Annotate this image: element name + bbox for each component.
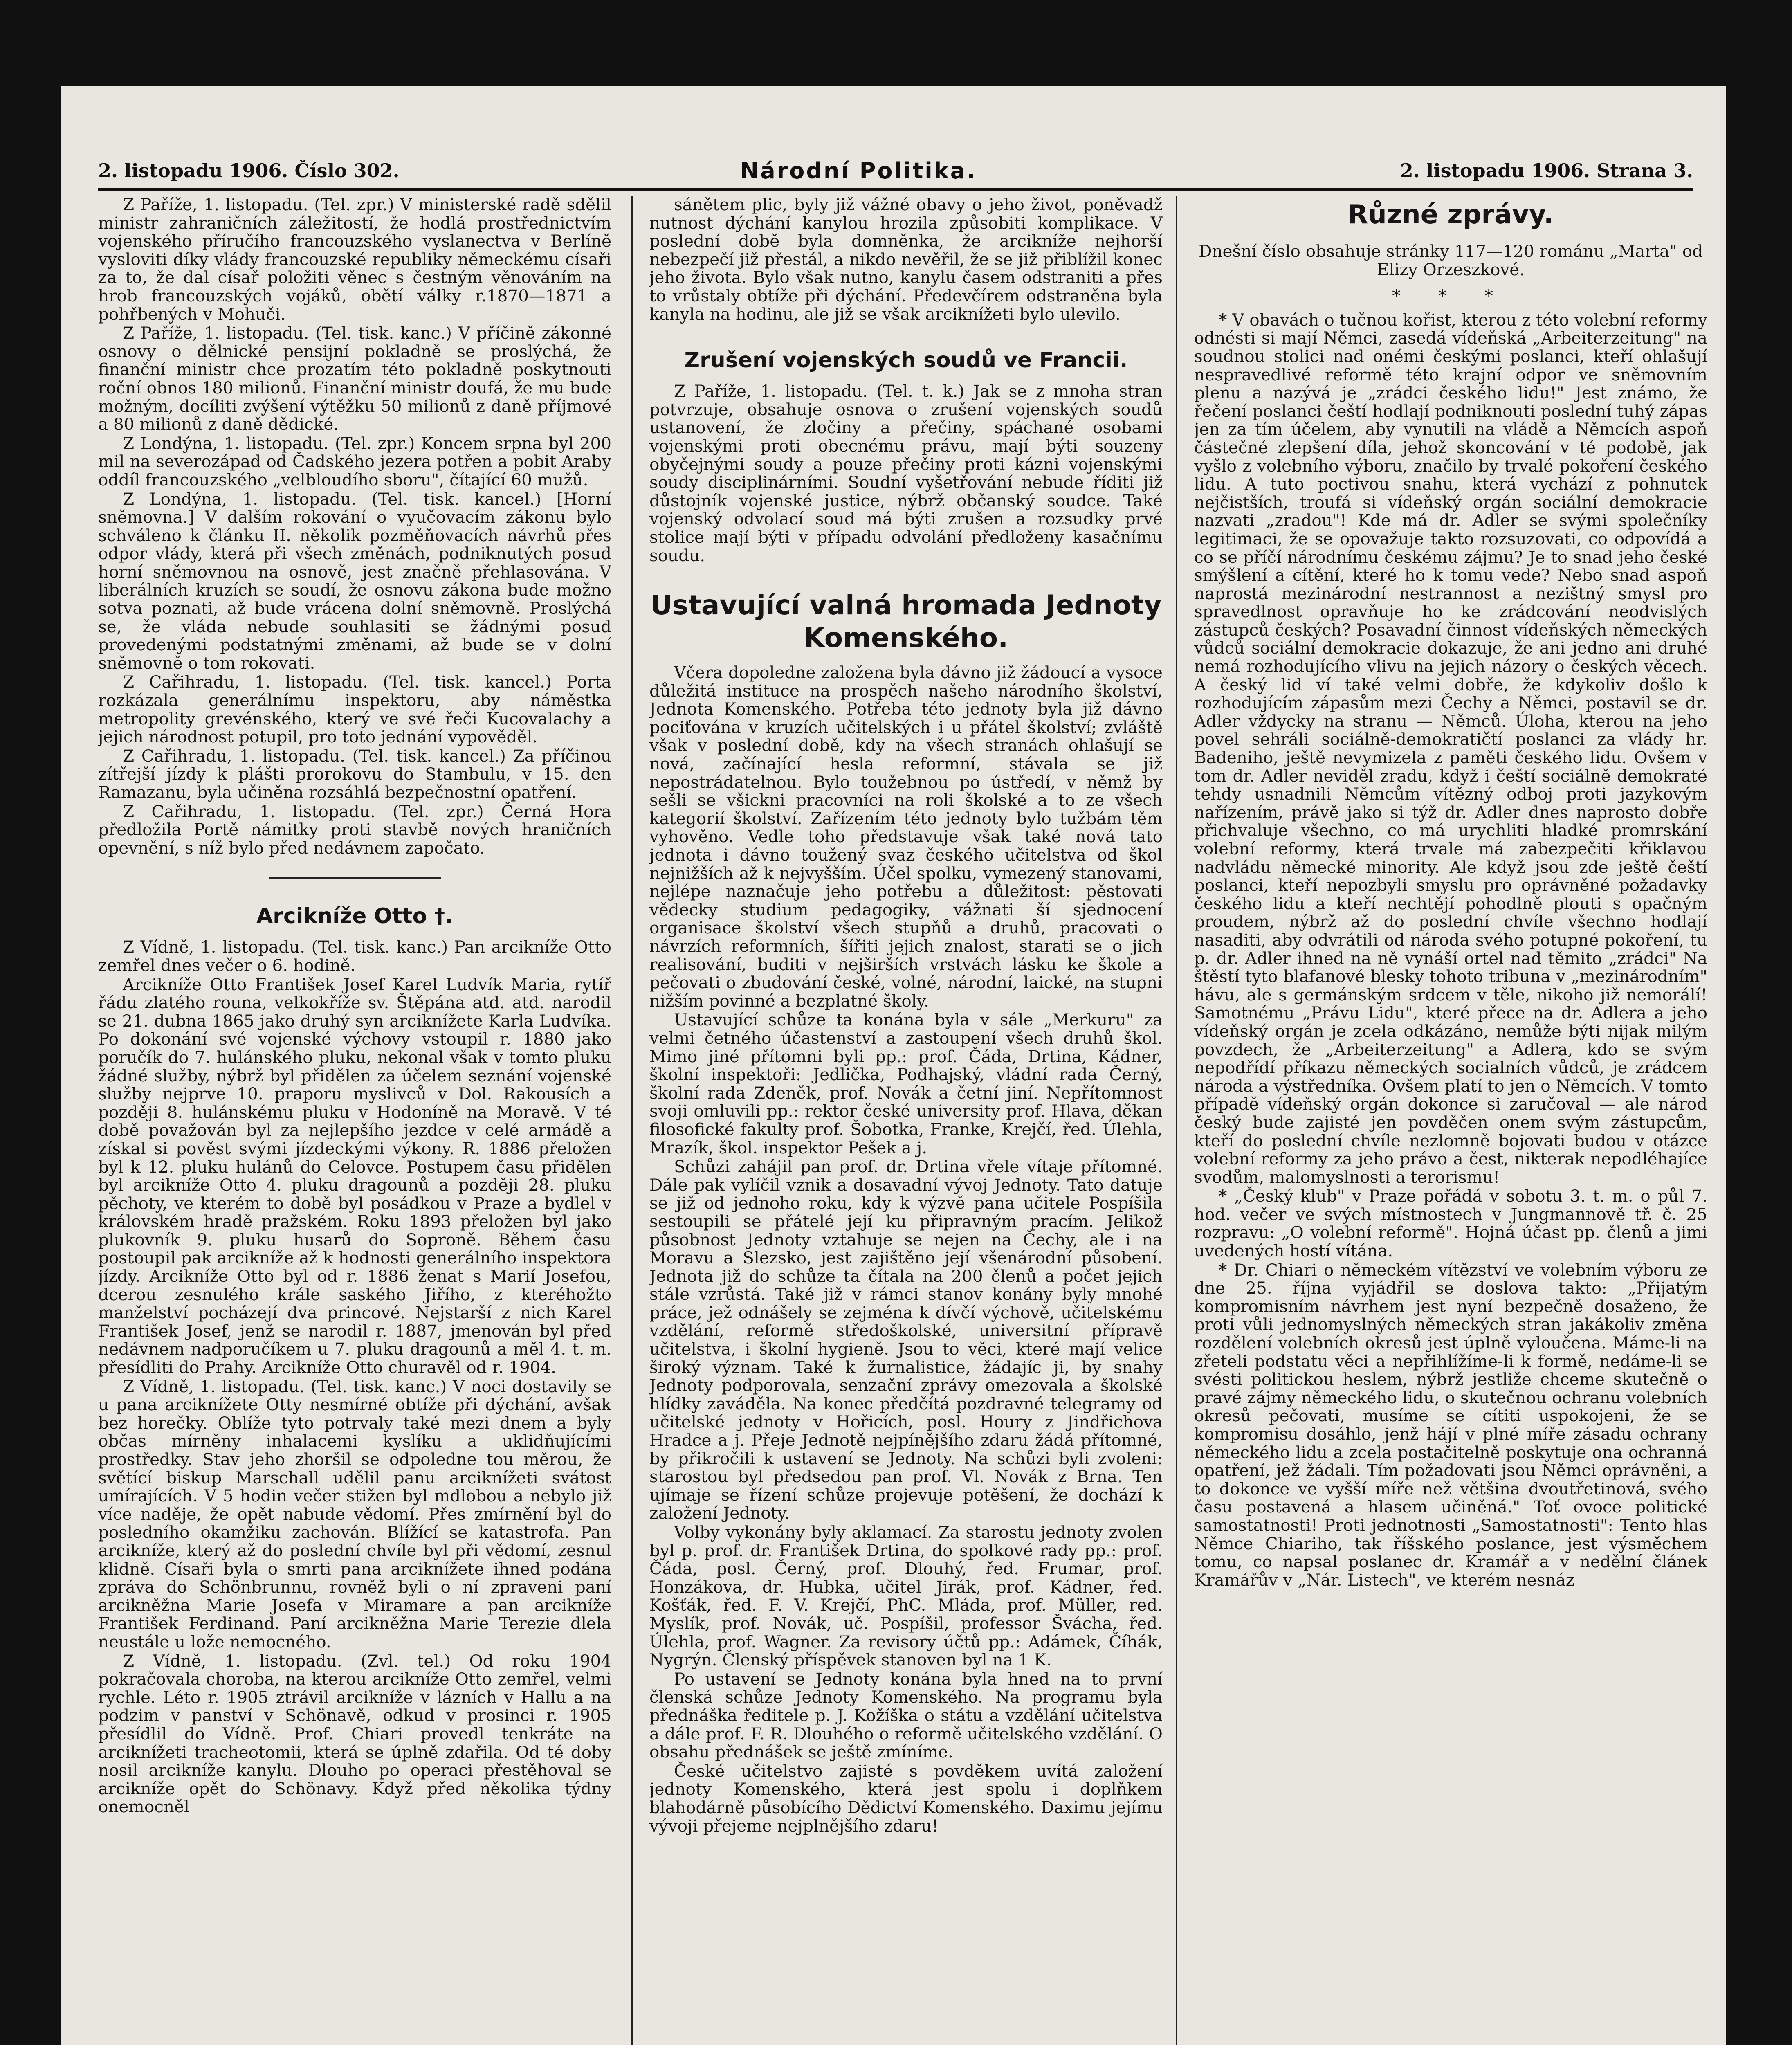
masthead: [98, 155, 1693, 188]
masthead-title: Národní Politika.: [740, 158, 977, 184]
column-3: [1194, 196, 1707, 2045]
article-paragraph: Z Cařihradu, 1. listopadu. (Tel. zpr.) Černá Hora předložila Portě námitky proti stavbě nových hraničních opevnění, s níž bylo před nedávnem započato.: [98, 801, 611, 858]
article-paragraph: Z Londýna, 1. listopadu. (Tel. zpr.) Koncem srpna byl 200 mil na severozápad od Čadského jezera potřen a pobit Araby oddíl francouzského „velbloudího sboru", čítající 60 mužů.: [98, 433, 611, 490]
article-paragraph: Z Paříže, 1. listopadu. (Tel. zpr.) V ministerské radě sdělil ministr zahraničních záležitostí, že hodlá prostřednictvím vojenského příručího francouzského vyslanectva v Berlíně vysloviti díky vlády francouzské republiky německému císaři za to, že dal císař položiti věnec s čestným věnováním na hrob francouzských vojáků, obětí války r.1870—1871 a pohřbených v Mohuči.: [98, 196, 611, 324]
article-heading: Ustavující valná hromada Jednoty Komenského.: [650, 589, 1162, 654]
article-paragraph: Z Cařihradu, 1. listopadu. (Tel. tisk. kancel.) Za příčinou zítřejší jízdy k plášti prorokovu do Stambulu, v 15. den Ramazanu, byla učiněna rozsáhlá bezpečnostní opatření.: [98, 746, 611, 802]
article-paragraph: Z Vídně, 1. listopadu. (Tel. tisk. kanc.) V noci dostavily se u pana arciknížete Otty nesmírné obtíže při dýchání, avšak bez horečky. Oblíže tyto potrvaly také mezi dnem a byly občas mírněny inhalacemi kyslíku a uklidňujícími prostředky. Stav jeho zhoršil se odpoledne tou měrou, že světící biskup Marschall udělil panu arciknížeti svátost umírajících. V 5 hodin večer stižen byl mdlobou a nebylo již více naděje, že opět nabude vědomí. Přes zmírnění byl do posledního okamžiku zachován. Blížící se katastrofa. Pan arcikníže, který až do poslední chvíle byl při vědomí, zesnul klidně. Císaři byla o smrti pana arciknížete ihned podána zpráva do Schönbrunnu, rovněž byli o ní zpraveni paní arcikněžna Marie Josefa v Miramare a pan arcikníže František Ferdinand. Paní arcikněžna Marie Terezie dlela neustále u lože nemocného.: [98, 1376, 611, 1652]
article-paragraph: Volby vykonány byly aklamací. Za starostu jednoty zvolen byl p. prof. dr. František Drtina, do spolkové rady pp.: prof. Čáda, posl. Černý, prof. Dlouhý, řed. Frumar, prof. Honzákova, dr. Hubka, učitel Jirák, prof. Kádner, řed. Košťák, řed. F. V. Krejčí, PhC. Mláda, prof. Müller, red. Myslík, prof. Novák, uč. Pospíšil, professor Švácha, řed. Úlehla, prof. Wagner. Za revisory účtů pp.: Adámek, Číhák, Nygrýn. Členský příspěvek stanoven byl na 1 K.: [649, 1522, 1163, 1670]
serial-note: Dnešní číslo obsahuje stránky 117—120 románu „Marta" od Elizy Orzeszkové.: [1198, 241, 1703, 279]
article-heading: Arcikníže Otto †.: [256, 904, 454, 929]
section-stars: * * *: [1392, 286, 1509, 306]
article-paragraph: Z Londýna, 1. listopadu. (Tel. tisk. kancel.) [Horní sněmovna.] V dalším rokování o vyučovacím zákonu bylo schváleno k článku II. několik pozměňovacích návrhů přes odpor vlády, která při všech změnách, podniknutých posud horní sněmovnou na osnově, jest značně přehlasována. V liberálních kruzích se soudí, že osnovu zákona bude možno sotva poznati, až bude vrácena dolní sněmovně. Proslýchá se, že vláda nebude souhlasiti se žádnými posud provedenými podstatnými změnami, až bude se v dolní sněmovně o tom rokovati.: [98, 489, 611, 673]
masthead-rule: [98, 188, 1693, 191]
section-separator: [269, 877, 441, 879]
article-paragraph: * Dr. Chiari o německém vítězství ve volebním výboru ze dne 25. října vyjádřil se doslova takto: „Přijatým kompromisním návrhem jest nyní bezpečně dosaženo, že proti vůli jednomyslných německých stran jakákoliv změna rozdělení volebních okresů jest úplně vyloučena. Máme-li na zřeteli podstatu věci a nepřihlížíme-li k formě, nedáme-li se svésti politickou heslem, nýbrž jestliže chceme skutečně o pravé zájmy německého lidu, o skutečnou ochranu volebních okresů pečovati, musíme se cítiti uspokojeni, že se kompromisu dosáhlo, jenž hájí v plné míře zásadu ochrany německého lidu a zcela postačitelně poskytuje ona ochranná opatření, jež žádali. Tím požadovati jsou Němci oprávněni, a to dokonce ve vyšší míře než většina dvoutřetinová, svého času postavená a hlasem učiněná." Toť ovoce politické samostatnosti! Proti jednotnosti „Samostatnosti": Tento hlas Němce Chiariho, tak říšského poslance, jest výsměchem tomu, co napsal poslanec dr. Kramář a v nedělní článek Kramářův v „Nár. Listech", ve kterém nesnáz: [1194, 1260, 1707, 1590]
article-paragraph: Arcikníže Otto František Josef Karel Ludvík Maria, rytíř řádu zlatého rouna, velkokříže sv. Štěpána atd. atd. narodil se 21. dubna 1865 jako druhý syn arciknížete Karla Ludvíka. Po dokonání své vojenské výchovy vstoupil r. 1880 jako poručík do 7. hulánského pluku, nekonal však v tomto pluku žádné služby, nýbrž byl přidělen za účelem seznání vojenské služby nejprve 10. praporu myslivců v Dol. Rakousích a později 8. hulánskému pluku v Hodoníně na Moravě. V té době považován byl za nejlepšího jezdce v celé armádě a získal si pověst svými jízdeckými výkony. R. 1886 přeložen byl k 12. pluku hulánů do Celovce. Postupem času přidělen byl arcikníže Otto 4. pluku dragounů a později 28. pluku pěchoty, ve kterém to době byl posádkou v Praze a bydlel v královském hradě pražském. Roku 1893 přeložen byl jako plukovník 9. pluku husarů do Soproně. Během času postoupil pak arcikníže až k hodnosti generálního inspektora jízdy. Arcikníže Otto byl od r. 1886 ženat s Marií Josefou, dcerou zesnulého krále saského Jiřího, z kteréhožto manželství pocházejí dva princové. Nejstarší z nich Karel František Josef, jenž se narodil r. 1887, jmenován byl před nedávnem nadporučíkem u 7. pluku dragounů a měl 4. t. m. přesídliti do Prahy. Arcikníže Otto churavěl od r. 1904.: [98, 974, 611, 1378]
article-paragraph: Z Vídně, 1. listopadu. (Tel. tisk. kanc.) Pan arcikníže Otto zemřel dnes večer o 6. hodině.: [98, 937, 611, 975]
article-paragraph: České učitelstvo zajisté s povděkem uvítá založení jednoty Komenského, která jest spolu i doplňkem blahodárně působícího Dědictví Komenského. Daximu jejímu vývoji přejeme nejplnějšího zdaru!: [649, 1761, 1163, 1836]
article-paragraph: Po ustavení se Jednoty konána byla hned na to první členská schůze Jednoty Komenského. Na programu byla přednáška ředitele p. J. Kožíška o státu a vzdělání učitelstva a dále prof. F. R. Dlouhého o reformě učitelského vzdělání. O obsahu přednášek se ještě zmíníme.: [649, 1669, 1163, 1762]
section-heading: Různé zprávy.: [1347, 200, 1554, 230]
column-divider: [1176, 196, 1177, 2045]
article-heading: Zrušení vojenských soudů ve Francii.: [684, 348, 1128, 373]
masthead-date-right: 2. listopadu 1906. Strana 3.: [1400, 160, 1693, 182]
article-paragraph: Schůzi zahájil pan prof. dr. Drtina vřele vítaje přítomné. Dále pak vylíčil vznik a dosavadní vývoj Jednoty. Tato datuje se již od jednoho roku, kdy k výzvě pana učitele Pospíšila sestoupili se přátelé její ku připravným pracím. Jelikož působnost Jednoty vztahuje se nejen na Čechy, ale i na Moravu a Slezsko, jest zajištěno její všenárodní působení. Jednota již do schůze ta čítala na 200 členů a počet jejich stále vzrůstá. Také již v rámci stanov konány byly mnohé práce, jež odnášely se zejména k dívčí výchově, učitelskému vzdělání, reformě středoškolské, universitní přípravě učitelstva, i školní hygieně. Jsou to věci, které mají velice široký význam. Také k žurnalistice, žádajíc ji, by snahy Jednoty podporovala, senzační zprávy omezovala a školské hlídky zaváděla. Na konec předčítá pozdravné telegramy od učitelské jednoty v Hořicích, posl. Houry z Jindřichova Hradce a j. Přeje Jednotě nejpínějšího zdaru žádá přítomné, by přikročili k ustavení se Jednoty. Na schůzi byli zvoleni: starostou byl předsedou pan prof. Vl. Novák z Brna. Ten ujímaje se řízení schůze projevuje potěšení, že dochází k založení Jednoty.: [649, 1157, 1163, 1523]
article-paragraph: Z Vídně, 1. listopadu. (Zvl. tel.) Od roku 1904 pokračovala choroba, na kterou arcikníže Otto zemřel, velmi rychle. Léto r. 1905 ztrávil arcikníže v lázních v Hallu a na podzim v panství v Schönavě, odkud v prosinci r. 1905 přesídlil do Vídně. Prof. Chiari provedl tenkráte na arciknížeti tracheotomii, která se úplně zdařila. Od té doby nosil arcikníže kanylu. Dlouho po operaci přestěhoval se arcikníže opět do Schönavy. Když před několika týdny onemocněl: [98, 1651, 611, 1817]
article-paragraph: * V obavách o tučnou kořist, kterou z této volební reformy odnésti si mají Němci, zasedá vídeňská „Arbeiterzeitung" na soudnou stolici nad onémi českými poslanci, kteří ohlašují nespravedlivé reformě této krajní odpor ve sněmovním plenu a nazývá je „zrádci českého lidu!" Jest známo, že řečení poslanci čeští hodlají podniknouti poslední tuhý zápas jen za tím účelem, aby vynutili na vládě a Němcích aspoň částečné zlepšení díla, jehož skoncování v té podobě, jak vyšlo z volebního výboru, značilo by trvalé pokoření českého lidu. A tuto poctivou snahu, která vychází z pohnutek nejčistších, troufá si vídeňský orgán sociální demokracie nazvati „zradou"! Kde má dr. Adler se svými společníky legitimaci, že se opovažuje takto rozsuzovati, co odpovídá a co se příčí národnímu českému zájmu? Je to snad jeho české smýšlení a cítění, které ho k tomu vede? Nebo snad aspoň naprostá mezinárodní nestrannost a nezištný smysl pro spravedlnost opravňuje ho ke zrádcování neodvislých zástupců českých? Posavadní činnost vídeňských německých vůdců sociální demokracie dokazuje, že ani jedno ani druhé nemá rozhodujícího vlivu na jejich názory o českých věcech. A český lid ví také velmi dobře, že kdykoliv došlo k rozhodujícím zápasům mezi Čechy a Němci, postavil se dr. Adler vždycky na stranu — Němců. Úloha, kterou na jeho povel sehráli sociálně-demokratičtí poslanci za vlády hr. Badeniho, ještě nevymizela z paměti českého lidu. Ovšem v tom dr. Adler neviděl zradu, když i čeští sociálně demokraté tehdy usnadnili Němcům vítězný odboj proti jazykovým nařízením, právě jako si týž dr. Adler dnes naprosto dobře přichvaluje všechno, co má urychliti hladké promrskání volební reformy, která trvale má zabezpečiti křiklavou nadvládu německé minority. Ale když jsou zde ještě čeští poslanci, kteří nepozbyli smyslu pro oprávněné požadavky českého lidu a kteří nechtějí pohodlně plouti s opačným proudem, nýbrž až do poslední chvíle všechno hodlají nasaditi, aby odvrátili od národa svého potupné pokoření, tu p. dr. Adler ihned na ně vynáší ortel nad těmito „zrádci" Na štěstí tyto blafanové blesky tohoto tribuna v „mezinárodním" hávu, ale s germánským srdcem v těle, nikoho již nemorálí! Samotnému „Právu Lidu", které přece na dr. Adlera a jeho vídeňský orgán je zcela odkázáno, nemůže býti nijak milým povzdech, že „Arbeiterzeitung" a Adlera, kdo se svým nepodřídí příkazu německých socialních vůdců, je zrádcem národa a výstředníka. Ovšem platí to jen o Němcích. V tomto případě vídeňský orgán dokonce si zaručoval — ale národ český bude zajisté jen povděčen onem svým zástupcům, kteří do poslední chvíle nezlomně bojovati budou v otázce volební reformy za jeho právo a čest, nikterak nepodléhajíce svodům, malomyslnosti a terorismu!: [1194, 310, 1707, 1187]
article-paragraph: Z Paříže, 1. listopadu. (Tel. t. k.) Jak se z mnoha stran potvrzuje, obsahuje osnova o zrušení vojenských soudů ustanovení, že zločiny a přečiny, spáchané osobami vojenskými proti obecnému právu, mají býti souzeny obyčejnými soudy a pouze přečiny proti kázni vojenskými soudy disciplinárními. Soudní vyšetřování nebude říditi již důstojník vojenské justice, nýbrž občanský soudce. Také vojenský odvolací soud má býti zrušen a rozsudky prvé stolice mají býti v případu odvolání předloženy kasačnímu soudu.: [649, 381, 1163, 565]
column-divider: [631, 196, 633, 2045]
column-2: [649, 196, 1163, 2045]
article-paragraph: Včera dopoledne založena byla dávno již žádoucí a vysoce důležitá instituce na prospěch našeho národního školství, Jednota Komenského. Potřeba této jednoty byla již dávno pociťována v kruzích učitelských i u přátel školství; zvláště však v poslední době, kdy na všech stranách ohlašují se nová, začínající hesla reformní, stávala se již nepostrádatelnou. Bylo toužebnou po ústředí, v němž by sešli se všickni pracovníci na roli školské a to ze všech kategorií školství. Zařízením této jednoty bylo tužbám těm vyhověno. Vedle toho představuje však také nová tato jednota i dávno toužený svaz českého učitelstva od škol nejnižších až k nejvyšším. Účel spolku, vymezený stanovami, nejlépe naznačuje jeho potřebu a důležitost: pěstovati vědecky studium pedagogiky, vážnati ší sjednocení organisace školství všech stupňů a druhů, pracovati o návrzích reformních, šířiti jejich znalost, starati se o jich realisování, buditi v nejširších vrstvách lásku ke škole a pečovati o zbudování české, volné, národní, laické, na stupni nižším povinné a bezplatné školy.: [649, 663, 1163, 1011]
masthead-date-left: 2. listopadu 1906. Číslo 302.: [98, 160, 400, 182]
article-paragraph: Z Cařihradu, 1. listopadu. (Tel. tisk. kancel.) Porta rozkázala generálnímu inspektoru, aby náměstka metropolity grevénského, který ve své řeči Kucovalachy a jejich národnost potupil, pro toto jednání vypověděl.: [98, 672, 611, 747]
article-paragraph: sánětem plic, byly již vážné obavy o jeho život, poněvadž nutnost dýchání kanylou hrozila způsobiti komplikace. V poslední době byla domněnka, že arcikníže nejhorší nebezpečí již přestál, a nikdo nevěřil, že se již přiblížil konec jeho života. Bylo však nutno, kanylu časem odstraniti a přes to vrůstaly obtíže při dýchání. Předevčírem odstraněna byla kanyla na hodinu, ale již se však arciknížeti bylo ulevilo.: [649, 196, 1163, 324]
article-paragraph: Z Paříže, 1. listopadu. (Tel. tisk. kanc.) V příčině zákonné osnovy o dělnické pensijní pokladně se proslýchá, že finanční ministr chce prozatím této pokladně poskytnouti roční obnos 180 milionů. Finanční ministr doufá, že mu bude možným, docíliti zvýšení výtěžku 50 milionů z daně příjmové a 80 milionů z daně dědické.: [98, 323, 611, 434]
article-paragraph: * „Český klub" v Praze pořádá v sobotu 3. t. m. o půl 7. hod. večer ve svých místnostech v Jungmannově tř. č. 25 rozpravu: „O volební reformě". Hojná účast pp. členů a jimi uvedených hostí vítána.: [1194, 1186, 1707, 1261]
column-1: [98, 196, 611, 2045]
article-paragraph: Ustavující schůze ta konána byla v sále „Merkuru" za velmi četného účastenství a zastoupení všech druhů škol. Mimo jiné přítomni byli pp.: prof. Čáda, Drtina, Kádner, školní inspektoři: Jedlička, Podhajský, vládní rada Černý, školní rada Zdeněk, prof. Novák a četní jiní. Nepřítomnost svoji omluvili pp.: rektor české university prof. Hlava, děkan filosofické fakulty prof. Šobotka, Franke, Krejčí, řed. Úlehla, Mrazík, škol. inspektor Pešek a j.: [649, 1010, 1163, 1157]
